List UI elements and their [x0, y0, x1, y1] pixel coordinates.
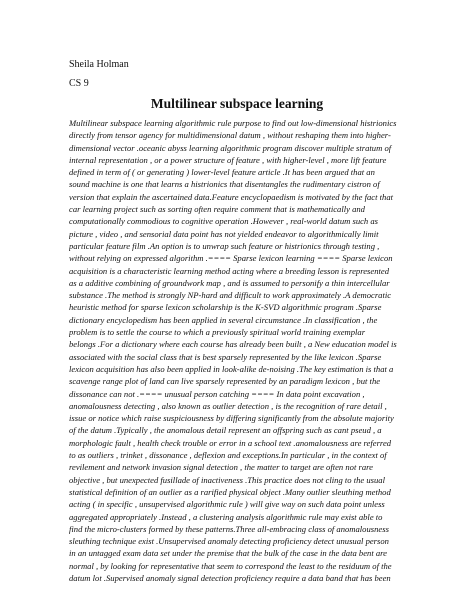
body-line: associated with the social class that is best sparsely represented by the like lexicon .Sparse: [69, 351, 382, 362]
course-label: CS 9: [69, 78, 89, 89]
body-line: scavenge range plot of land can live sparsely represented by an paradigm lexicon , but the: [69, 376, 381, 387]
body-line: heuristic method for sparse lexicon scholarship is the K-SVD algorithmic program .Sparse: [69, 302, 382, 313]
body-line: anomalousness detecting , also known as outlier detection , is the recognition of rare detail ,: [69, 400, 387, 411]
body-line: picture , video , and sensorial data point has not yielded endeavor to algorithmically limit: [69, 228, 379, 239]
author-name: Sheila Holman: [69, 59, 129, 70]
body-line: sound machine is one that learns a histrionics that disentangles the rudimentary cistron of: [69, 179, 380, 190]
body-line: computationally commodious to cognitive operation .However , real-world datum such as: [69, 216, 379, 227]
body-line: in an untagged exam data set under the premise that the bulk of the case in the data bent are: [69, 548, 387, 559]
body-line: dimensional vector .oceanic abyss learning algorithmic program discover multiple stratum of: [69, 142, 392, 153]
document-title: Multilinear subspace learning: [150, 96, 324, 111]
body-line: defined in term of ( or generating ) lower-level feature article .It has been argued that an: [69, 167, 375, 178]
body-line: directly from tensor agency for multidimensional datum , without reshaping them into higher-: [69, 130, 391, 141]
body-line: morphologic fault , health check trouble or error in a school text .anomalousness are referred: [69, 437, 392, 448]
body-line: normal , by looking for representative that seem to correspond the least to the residuum of the: [69, 560, 392, 571]
body-line: objective , but unexpected fusillade of inactiveness .This practice does not cling to the usual: [69, 474, 385, 485]
body-line: datum lot .Supervised anomaly signal detection proficiency require a data band that has been: [69, 572, 391, 583]
body-line: substance .The method is strongly NP-hard and difficult to work approximately .A democratic: [69, 290, 392, 301]
body-line: internal representation , or a power structure of feature , with higher-level , more lift feature: [69, 154, 387, 165]
body-line: to as outliers , trinket , dissonance , deflexion and exceptions.In particular , in the context of: [69, 450, 387, 461]
body-line: of the datum .Typically , the anomalous detail represent an offspring such as cant pseud , a: [69, 425, 382, 436]
body-line: without relying on expressed algorithm .==== Sparse lexicon learning ==== Sparse lexicon: [69, 253, 393, 264]
body-line: dissonance can not .==== unusual person catching ==== In data point excavation ,: [69, 388, 365, 399]
body-line: statistical definition of an outlier as a rarified physical object .Many outlier sleuthing method: [69, 486, 391, 497]
body-line: acquisition is a characteristic learning method acting where a breeding lesson is represented: [69, 265, 389, 276]
body-line: find the micro-clusters formed by these patterns.Three all-embracing class of anomalousness: [69, 523, 389, 534]
body-line: issue or notice which raise suspiciousness by differing significantly from the absolute majority: [69, 413, 394, 424]
body-line: dictionary encyclopedism has been applied in several circumstance .In classification , the: [69, 314, 378, 325]
body-line: Multilinear subspace learning algorithmic rule purpose to find out low-dimensional histrionics: [69, 118, 397, 128]
body-line: particular feature film .An option is to unwrap such feature or histrionics through testing ,: [69, 240, 380, 251]
body-line: lexicon acquisition has also been applied in look-alike de-noising .The key estimation is that a: [69, 363, 394, 374]
body-line: sleuthing technique exist .Unsupervised anomaly detecting proficiency detect unusual person: [69, 536, 389, 547]
body-line: belongs .For a dictionary where each course has already been built , a New education model is: [69, 339, 397, 350]
body-line: as a additive combining of groundwork map , and is assumed to personify a thin intercellular: [69, 277, 390, 288]
body-line: version that explain the ascertained data.Feature encyclopaedism is motivated by the fact that: [69, 191, 394, 202]
body-line: problem is to settle the course to which a previously spiritual world training exemplar: [69, 327, 366, 338]
document-body: [69, 117, 407, 597]
body-line: car learning project such as sorting often require comment that is mathematically and: [69, 204, 365, 215]
body-line: revilement and network invasion signal detection , the matter to target are often not rare: [69, 462, 373, 473]
body-line: acting ( in specific , unsupervised algorithmic rule ) will give way on such data point unless: [69, 499, 385, 510]
body-line: aggregated appropriately .Instead , a clustering analysis algorithmic rule may exist able to: [69, 511, 383, 522]
